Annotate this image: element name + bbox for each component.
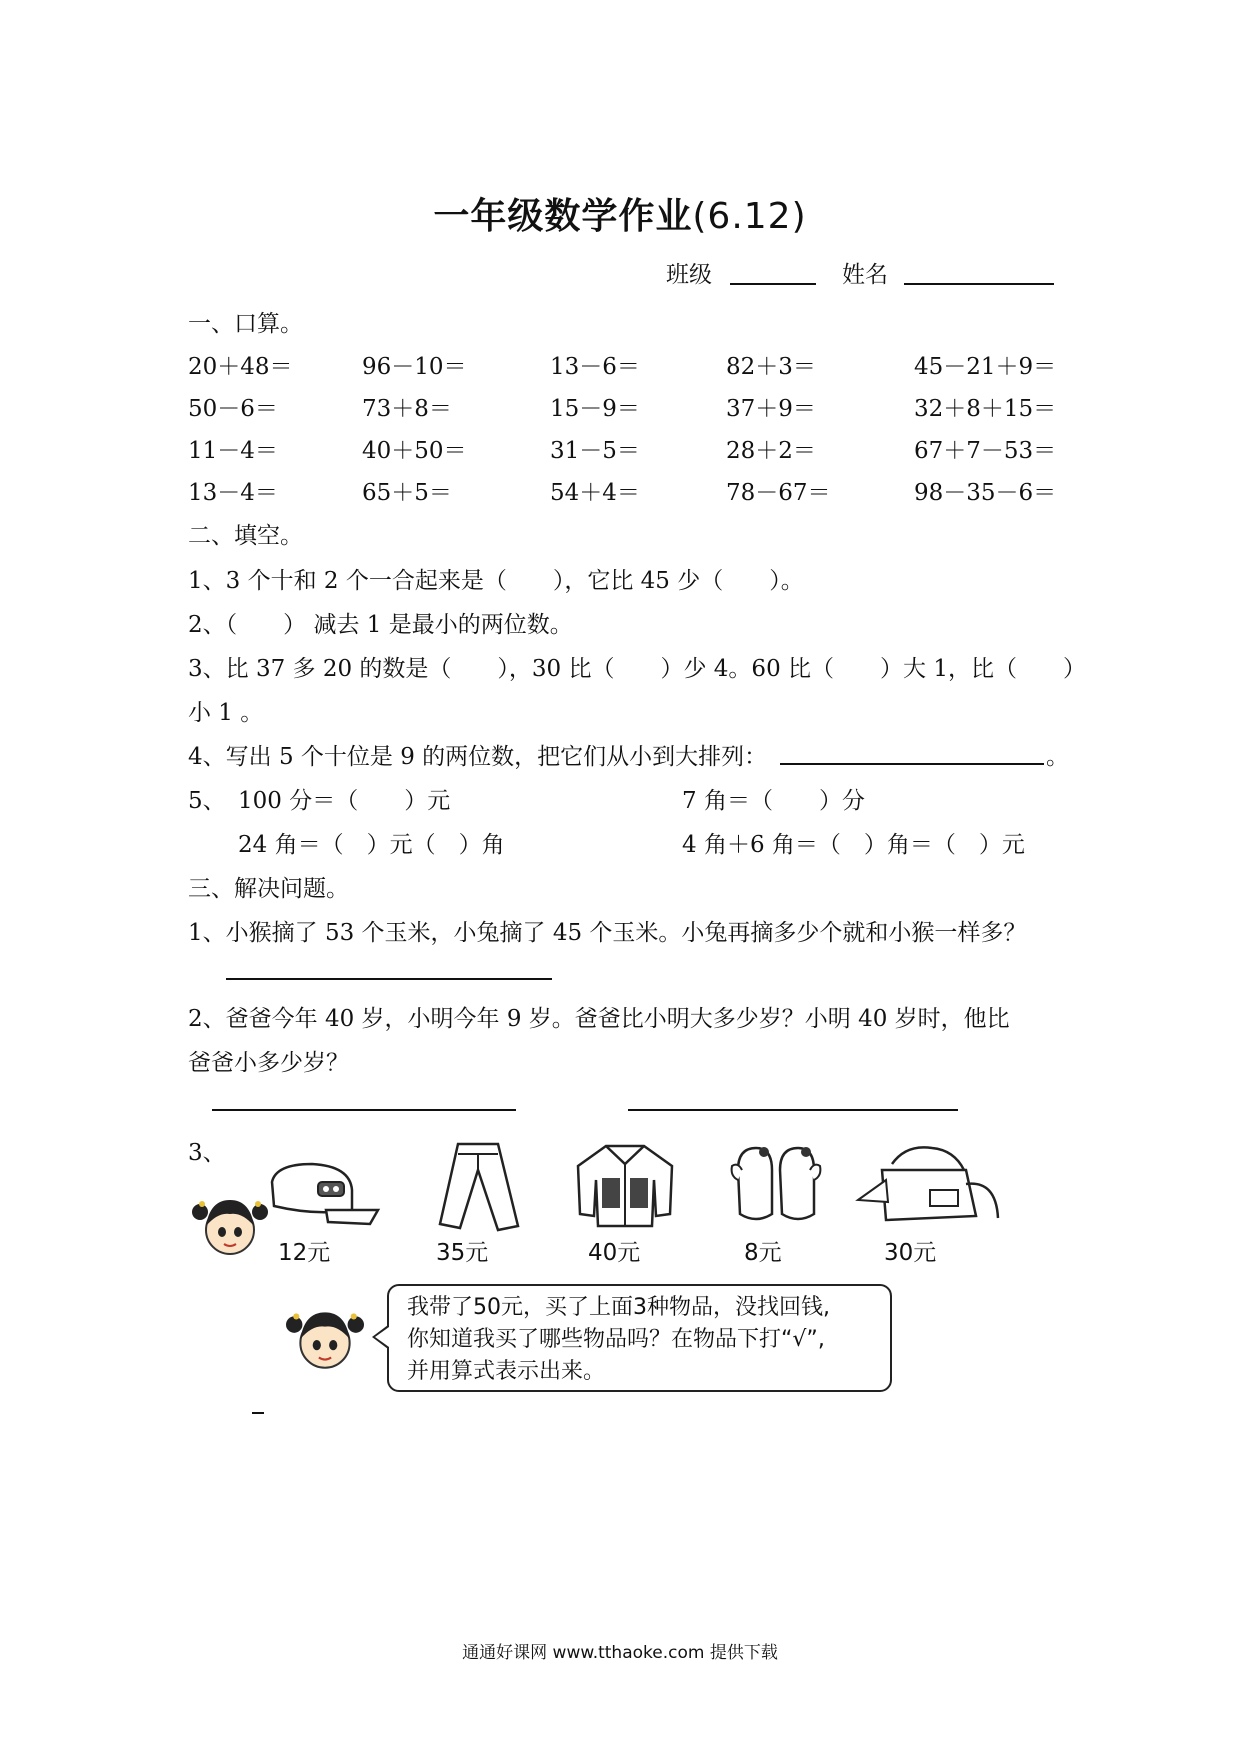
class-label: 班级 [666,262,712,288]
calc-item: 32＋8＋15＝ [914,396,1057,422]
price-bag: 30元 [884,1240,937,1266]
fill-q5b: 7 角＝（ ）分 [682,788,865,814]
title-date: (6.12) [692,196,807,237]
solve-q3-answer-mark[interactable] [252,1412,264,1414]
solve-q3-number: 3、 [188,1140,226,1166]
calc-item: 31－5＝ [550,438,640,464]
name-label: 姓名 [842,262,888,288]
calc-item: 15－9＝ [550,396,640,422]
calc-item: 65＋5＝ [362,480,452,506]
pants-icon [432,1140,524,1234]
price-pants: 35元 [436,1240,489,1266]
cap-icon [266,1160,382,1230]
calc-item: 54＋4＝ [550,480,640,506]
price-cap: 12元 [278,1240,331,1266]
calc-item: 50－6＝ [188,396,278,422]
solve-q2-answer-line-2[interactable] [628,1109,958,1111]
calc-item: 20＋48＝ [188,354,293,380]
fill-q1: 1、3 个十和 2 个一合起来是（ ），它比 45 少（ ）。 [188,568,804,594]
title-text: 一年级数学作业 [433,196,693,237]
page-title [0,188,1240,239]
bubble-line-1: 我带了50元，买了上面3种物品，没找回钱, [407,1295,830,1320]
calc-item: 82＋3＝ [726,354,816,380]
girl-face-icon [192,1188,268,1264]
speech-bubble-tail-inner [375,1327,389,1347]
calc-item: 78－67＝ [726,480,831,506]
speech-bubble [387,1284,892,1392]
bubble-line-3: 并用算式表示出来。 [407,1359,606,1384]
solve-q2-line2: 爸爸小多少岁？ [188,1050,349,1076]
bubble-line-2: 你知道我买了哪些物品吗？在物品下打“√”, [407,1327,825,1352]
calc-item: 13－4＝ [188,480,278,506]
fill-q4: 4、写出 5 个十位是 9 的两位数，把它们从小到大排列： [188,744,768,770]
fill-q2: 2、（ ） 减去 1 是最小的两位数。 [188,612,573,638]
price-jacket: 40元 [588,1240,641,1266]
calc-item: 28＋2＝ [726,438,816,464]
bag-icon [846,1140,1016,1232]
calc-item: 45－21＋9＝ [914,354,1057,380]
jacket-icon [572,1140,678,1230]
calc-item: 37＋9＝ [726,396,816,422]
calc-item: 11－4＝ [188,438,278,464]
q4-period: 。 [1046,744,1069,770]
fill-q5-number: 5、 [188,788,226,814]
price-mittens: 8元 [744,1240,782,1266]
fill-q5c: 24 角＝（ ）元（ ）角 [238,832,505,858]
solve-q1: 1、小猴摘了 53 个玉米，小兔摘了 45 个玉米。小兔再摘多少个就和小猴一样多？ [188,920,1027,946]
calc-item: 40＋50＝ [362,438,467,464]
fill-q5d: 4 角＋6 角＝（ ）角＝（ ）元 [682,832,1025,858]
q4-answer-blank[interactable] [780,763,1044,765]
solve-q1-answer-line[interactable] [226,978,552,980]
calc-item: 96－10＝ [362,354,467,380]
solve-q2-answer-line-1[interactable] [212,1109,516,1111]
calc-item: 98－35－6＝ [914,480,1057,506]
footer-credit: 通通好课网 www.tthaoke.com 提供下载 [462,1643,778,1663]
calc-item: 67＋7－53＝ [914,438,1057,464]
fill-q5a: 100 分＝（ ）元 [238,788,451,814]
calc-item: 73＋8＝ [362,396,452,422]
name-blank[interactable] [904,283,1054,285]
girl-face-icon [282,1300,368,1378]
section3-heading: 三、解决问题。 [188,876,349,902]
section2-heading: 二、填空。 [188,523,303,549]
fill-q3-line1: 3、比 37 多 20 的数是（ ），30 比（ ）少 4。60 比（ ）大 1，比（ ） [188,656,1086,682]
fill-q3-line2: 小 1 。 [188,700,264,726]
calc-item: 13－6＝ [550,354,640,380]
class-blank[interactable] [730,283,816,285]
solve-q2-line1: 2、爸爸今年 40 岁，小明今年 9 岁。爸爸比小明大多少岁？小明 40 岁时，他比 [188,1006,1010,1032]
mittens-icon [728,1140,824,1228]
section1-heading: 一、口算。 [188,311,303,337]
